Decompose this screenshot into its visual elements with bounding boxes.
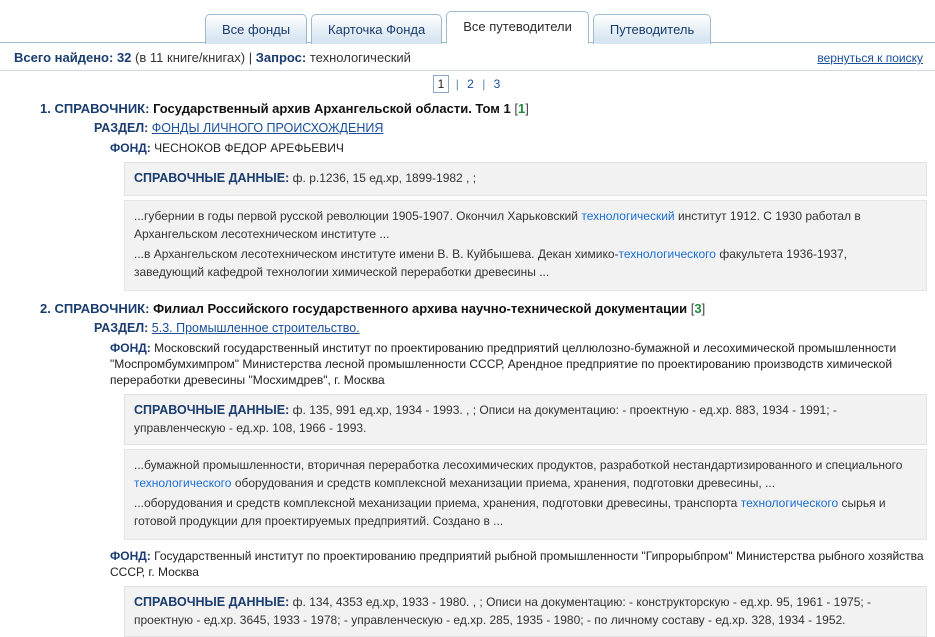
highlight-term[interactable]: технологического <box>618 246 716 261</box>
record-header <box>8 297 927 319</box>
record-number: 1. <box>40 101 51 116</box>
record-title[interactable]: Филиал Российского государственного архива научно-технической документации <box>153 300 688 316</box>
results-summary <box>0 43 935 71</box>
tab-fund-card[interactable]: Карточка Фонда <box>311 14 442 44</box>
tab-all-funds[interactable]: Все фонды <box>205 14 307 44</box>
reference-data-box <box>124 162 927 195</box>
pager-separator-2: | <box>482 77 486 91</box>
fond-line <box>94 138 927 158</box>
page-3[interactable]: 3 <box>493 77 501 91</box>
fond-label: ФОНД: <box>110 141 151 155</box>
fond-line <box>94 338 927 391</box>
tab-list <box>205 10 711 43</box>
razdel-line <box>94 119 927 138</box>
razdel-label: РАЗДЕЛ: <box>94 121 149 135</box>
reference-data-box <box>124 394 927 445</box>
snippet: ...в Архангельском лесотехническом институте имени В. В. Куйбышева. Декан химико-технологического факультета 1936-1937, заведующий кафедрой технологии химической переработки древесины ... <box>134 246 848 279</box>
tab-bar <box>0 0 935 43</box>
highlight-term[interactable]: технологический <box>581 208 675 223</box>
pagination <box>0 71 935 95</box>
reference-data-label: СПРАВОЧНЫЕ ДАННЫЕ: <box>134 171 290 186</box>
snippet: ...губернии в годы первой русской революции 1905-1907. Окончил Харьковский технологический институт 1912. С 1930 работал в Архангельском лесотехническом институте ... <box>134 208 861 241</box>
snippet: ...бумажной промышленности, вторичная переработка лесохимических продуктов, разработкой нестандартизированного и специального технологического оборудования и средств комплексной механизации приема, хранения, подготовки древесины, ... <box>134 457 903 490</box>
fond-label: ФОНД: <box>110 548 151 563</box>
record-body <box>94 119 927 291</box>
razdel-line <box>94 319 927 338</box>
summary-divider: | <box>248 50 253 65</box>
page-1[interactable]: 1 <box>433 75 450 93</box>
found-books: (в 11 книге/книгах) <box>135 50 246 65</box>
found-label: Всего найдено: <box>14 50 114 65</box>
fond-value[interactable]: Государственный институт по проектированию предприятий рыбной промышленности "Гипрорыбпром" Министерства рыбного хозяйства СССР, г. Москва <box>110 548 924 580</box>
razdel-label: РАЗДЕЛ: <box>94 320 149 335</box>
fond-line <box>94 546 927 582</box>
record-number: 2. <box>40 300 51 316</box>
fond-value[interactable]: Московский государственный институт по проектированию предприятий целлюлозно-бумажной и лесохимической промышленности "Моспромбумхимпром" Министерства лесной промышленности СССР, Арендное предприятие по проектированию производств химической переработки древесины "Мосхимдрев", г. Москва <box>110 340 897 387</box>
reference-data-value: ф. р.1236, 15 ед.хр, 1899-1982 , ; <box>292 171 477 186</box>
snippet: ...оборудования и средств комплексной механизации приема, хранения, подготовки древесины, транспорта технологического сырья и готовой продукции для проектируемых предприятий. Создано в ... <box>134 495 886 528</box>
results-list <box>0 95 935 637</box>
fond-label: ФОНД: <box>110 340 151 355</box>
record-body <box>94 319 927 637</box>
snippet-box <box>124 449 927 540</box>
pager-separator-1: | <box>455 77 459 91</box>
result-record <box>8 297 927 637</box>
query-label: Запрос: <box>255 50 307 65</box>
reference-data-value: ф. 135, 991 ед.хр, 1934 - 1993. , ; Описи на документацию: - проектную - ед.хр. 883, 1934 - 1991; - управленческую - ед.хр. 108, 1966 - 1993. <box>134 403 837 435</box>
result-record <box>8 97 927 291</box>
record-title[interactable]: Государственный архив Архангельской области. Том 1 <box>153 101 511 116</box>
razdel-value[interactable]: ФОНДЫ ЛИЧНОГО ПРОИСХОЖДЕНИЯ <box>151 121 384 135</box>
reference-data-label: СПРАВОЧНЫЕ ДАННЫЕ: <box>134 595 290 610</box>
found-count: 32 <box>116 50 132 65</box>
fond-value[interactable]: ЧЕСНОКОВ ФЕДОР АРЕФЬЕВИЧ <box>154 141 344 155</box>
record-kind-label: СПРАВОЧНИК: <box>54 300 150 316</box>
record-header <box>8 97 927 119</box>
record-kind-label: СПРАВОЧНИК: <box>54 101 150 116</box>
reference-data-label: СПРАВОЧНЫЕ ДАННЫЕ: <box>134 403 290 418</box>
query-value: технологический <box>309 50 411 65</box>
tab-guide[interactable]: Путеводитель <box>593 14 711 44</box>
reference-data-box <box>124 586 927 637</box>
tab-all-guides[interactable]: Все путеводители <box>446 11 589 44</box>
highlight-term[interactable]: технологического <box>740 495 839 510</box>
record-hit-count: [3] <box>690 300 706 316</box>
back-to-search-link[interactable]: вернуться к поиску <box>817 51 923 65</box>
record-hit-count: [1] <box>514 101 529 116</box>
highlight-term[interactable]: технологического <box>134 475 232 490</box>
razdel-value[interactable]: 5.3. Промышленное строительство. <box>151 320 360 335</box>
reference-data-value: ф. 134, 4353 ед.хр, 1933 - 1980. , ; Описи на документацию: - конструкторскую - ед.хр. 95, 1961 - 1975; - проектную - ед.хр. 3645, 1933 - 1978; - управленческую - ед.хр. 285, 1935 - 1980; - по личному составу - ед.хр. 328, 1934 - 1952. <box>134 595 872 627</box>
snippet-box <box>124 200 927 291</box>
page-2[interactable]: 2 <box>467 77 474 91</box>
